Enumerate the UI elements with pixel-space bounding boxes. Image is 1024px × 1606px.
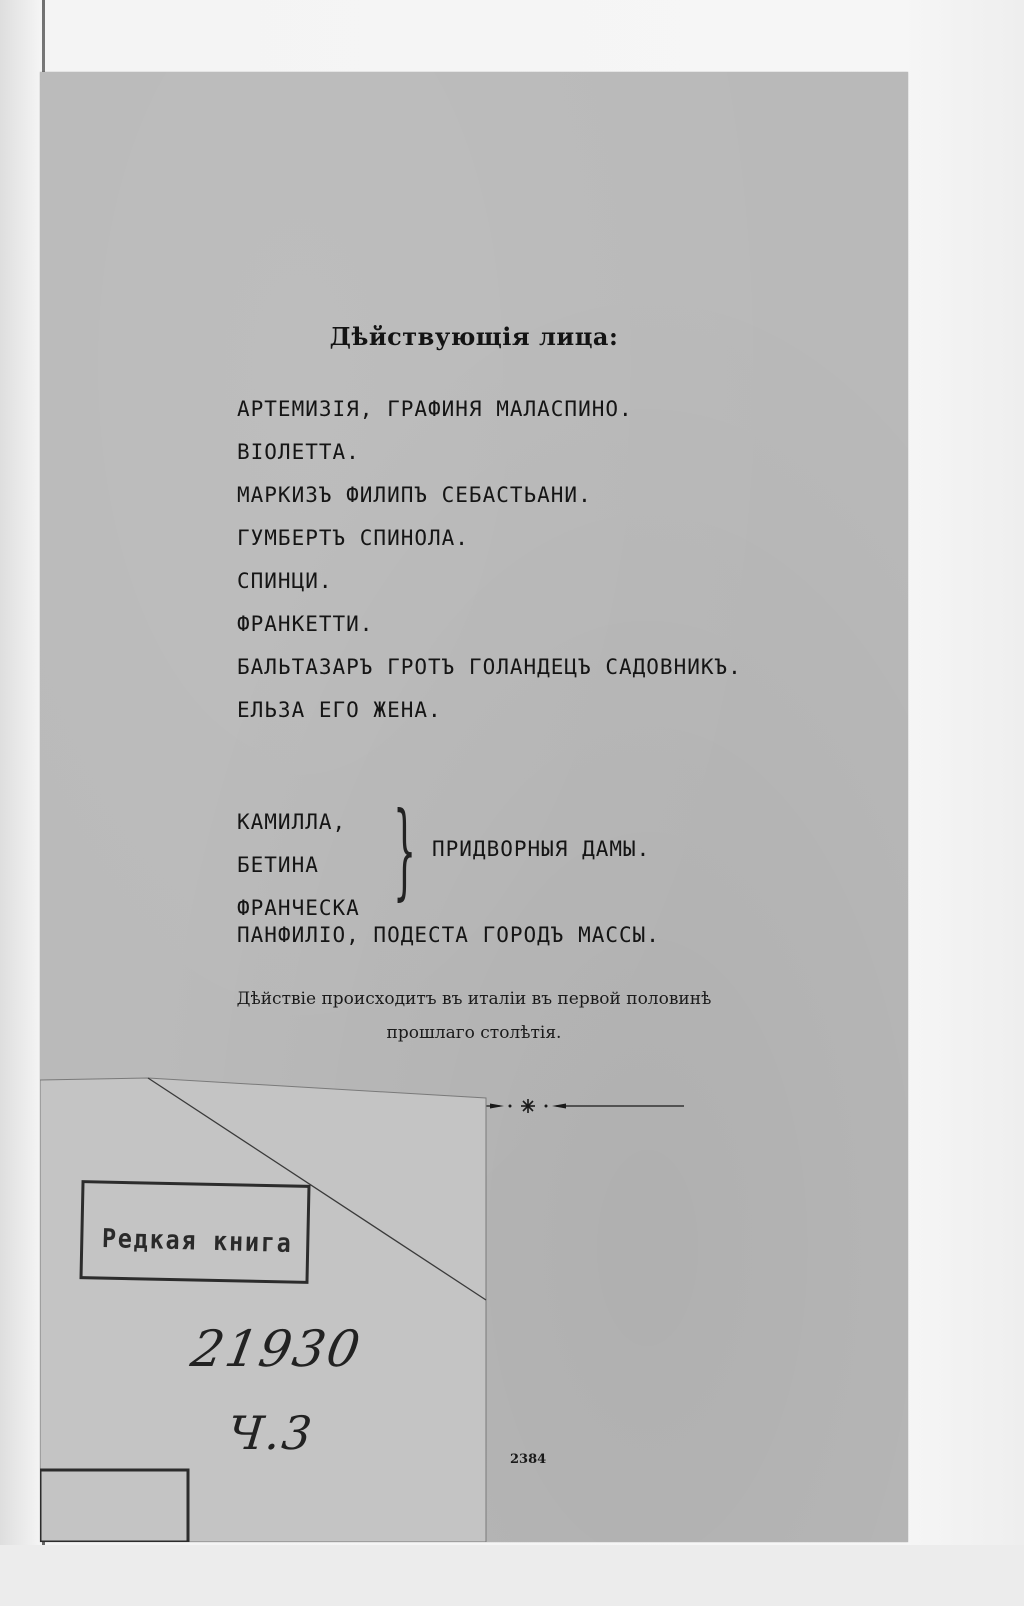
library-label bbox=[40, 1072, 490, 1542]
inventory-number: 21930 bbox=[186, 1320, 367, 1378]
cast-item: МАРКИЗЪ ФИЛИПЪ СЕБАСТЬАНИ. bbox=[237, 483, 592, 507]
setting-note-line: прошлаго столѣтія. bbox=[386, 1023, 562, 1043]
cast-item: ЕЛЬЗА ЕГО ЖЕНА. bbox=[237, 698, 442, 722]
cast-item: ВІОЛЕТТА. bbox=[237, 440, 360, 464]
rare-book-stamp: Редкая книга bbox=[101, 1224, 293, 1259]
court-ladies-names bbox=[237, 801, 360, 930]
cast-item: БАЛЬТАЗАРЪ ГРОТЪ ГОЛАНДЕЦЪ САДОВНИКЪ. bbox=[237, 655, 742, 679]
grouping-brace: } bbox=[393, 789, 417, 911]
cast-item: АРТЕМИЗІЯ, ГРАФИНЯ МАЛАСПИНО. bbox=[237, 397, 633, 421]
cast-item: ФРАНЧЕСКА bbox=[237, 896, 360, 920]
cast-item: ПАНФИЛІО, ПОДЕСТА ГОРОДЪ МАССЫ. bbox=[237, 923, 660, 947]
cast-item: КАМИЛЛА, bbox=[237, 810, 347, 834]
bottom-margin bbox=[0, 1545, 1024, 1606]
cast-list bbox=[237, 388, 742, 732]
page-number: 2384 bbox=[510, 1452, 547, 1467]
setting-note-line: Дѣйствіе происходитъ въ италіи въ первой половинѣ bbox=[236, 989, 712, 1009]
volume-part: Ч.3 bbox=[225, 1406, 317, 1460]
court-ladies-label: ПРИДВОРНЫЯ ДАМЫ. bbox=[432, 837, 651, 861]
cast-item: СПИНЦИ. bbox=[237, 569, 333, 593]
cast-item: ФРАНКЕТТИ. bbox=[237, 612, 374, 636]
cast-item: БЕТИНА bbox=[237, 853, 319, 877]
page-heading: Дѣйствующія лица: bbox=[329, 322, 619, 351]
setting-note bbox=[40, 982, 908, 1050]
cast-item: ГУМБЕРТЪ СПИНОЛА. bbox=[237, 526, 469, 550]
